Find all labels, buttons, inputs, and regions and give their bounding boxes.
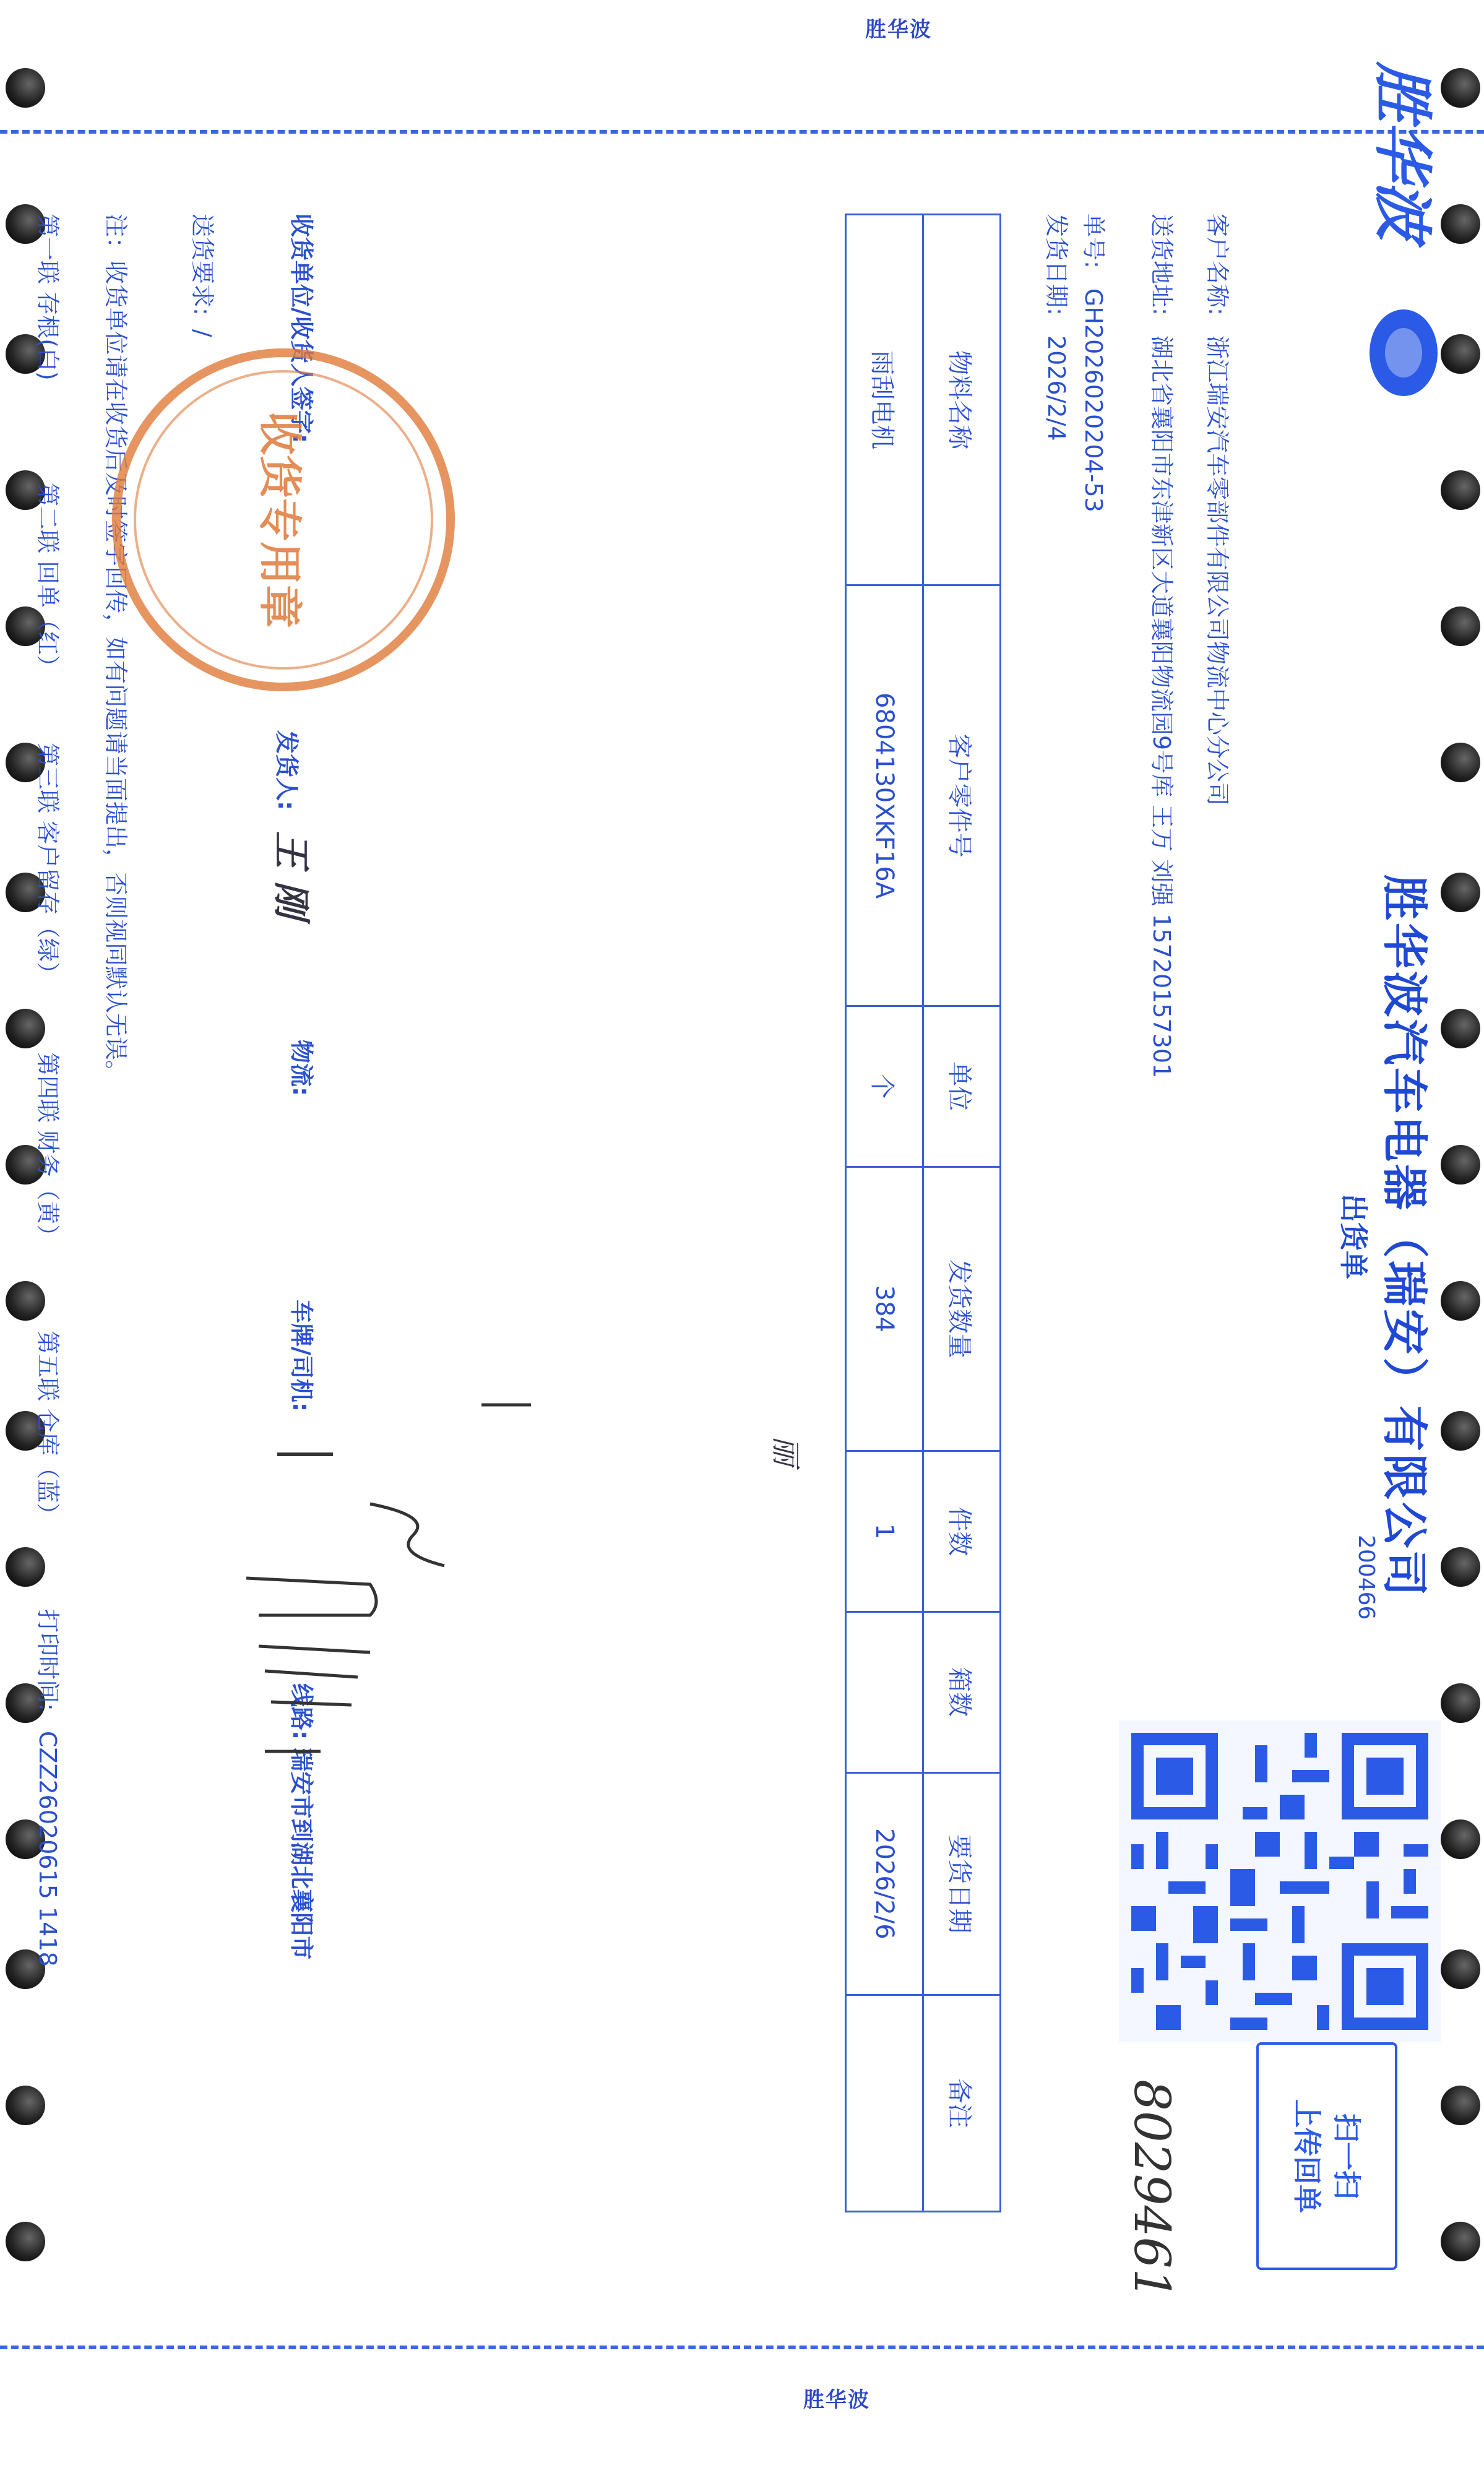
qr-code [1119,1720,1441,2042]
col-header-quantity: 发货数量 [923,1167,1001,1451]
document-title: 出货单 [1337,1194,1370,1279]
customer-value: 浙江瑞安汽车零部件有限公司物流中心分公司 [1204,335,1231,806]
order-number-field [1079,214,1113,512]
sender-signature: 王 刚 [269,831,313,918]
sender-label: 发货人: [273,730,300,811]
document-code: 200466 [1353,1535,1379,1620]
scan-label-line2: 上传回单 [1290,2099,1324,2213]
col-header-boxes: 箱数 [923,1612,1001,1772]
col-header-pieces: 件数 [923,1451,1001,1612]
copy-5-label: 第五联 仓库（蓝） [34,1331,61,1527]
handwritten-serial-number: 8029461 [1123,2079,1181,2300]
table-row [846,215,923,2212]
col-header-material: 物料名称 [923,215,1001,585]
items-table [845,214,1001,2212]
address-field [1147,214,1181,1078]
cell-remarks [846,1995,923,2212]
logistics-label: 物流: [288,1040,315,1097]
handwritten-mark: 丽 [768,1436,803,1466]
cell-unit: 个 [846,1006,923,1167]
receipt-note: 注：收货单位请在收货后及时签字回传，如有问题请当面提出，否则视同默认无误。 [102,214,129,1084]
scan-label-line1: 扫一扫 [1330,2113,1364,2199]
cell-required-date: 2026/2/6 [846,1772,923,1995]
delivery-requirement-field [188,214,222,337]
print-time-code: CZZ26020615 1418 [34,1730,61,1967]
stamp-text: 收货专用章 [256,412,304,628]
copy-2-label: 第二联 回单（红） [34,483,61,679]
cell-part-number: 6804130XKF16A [846,585,923,1006]
address-label: 送货地址: [1148,214,1175,316]
route-label: 线路: 瑞安市到湖北襄阳市 [288,1683,315,1960]
cell-pieces: 1 [846,1451,923,1612]
col-header-unit: 单位 [923,1006,1001,1167]
cell-quantity: 384 [846,1167,923,1451]
edge-brand-right: 胜华波 [803,2388,870,2412]
cell-material: 雨刮电机 [846,215,923,585]
logo-text: 胜华波 [1369,62,1435,240]
ship-date-label: 发货日期: [1043,214,1070,316]
receiving-stamp [98,334,469,706]
delivery-requirement-label: 送货要求: [189,214,216,316]
customer-label: 客户名称: [1204,214,1231,316]
ship-date-field [1042,214,1076,441]
perforation-left [0,130,1484,134]
col-header-required-date: 要货日期 [923,1772,1001,1995]
print-time-label: 打印时间: [34,1609,61,1711]
table-header-row [923,215,1001,2212]
ship-date-value: 2026/2/4 [1043,335,1070,441]
receiver-signature-label: 收货单位/收货人签字: [288,214,315,444]
col-header-part-number: 客户零件号 [923,585,1001,1006]
copy-1-label: 第一联 存根(白) [34,214,61,381]
order-number-value: GH2026020204-53 [1080,288,1107,512]
sender-field [267,730,321,918]
edge-brand-left: 胜华波 [865,17,932,42]
col-header-remarks: 备注 [923,1995,1001,2212]
print-time-field [33,1609,67,1967]
order-number-label: 单号: [1080,214,1107,269]
address-value: 湖北省襄阳市东津新区大道襄阳物流园9号库 王万 刘强 15720157301 [1148,335,1175,1079]
customer-field [1202,214,1236,806]
handwritten-scribbles [234,1380,556,1813]
copy-4-label: 第四联 财务（黄） [34,1052,61,1248]
company-name: 胜华波汽车电器（瑞安）有限公司 [1378,874,1431,1599]
perforation-right [0,2346,1484,2349]
delivery-requirement-value: / [189,329,216,337]
cell-boxes [846,1612,923,1772]
scan-upload-label [1256,2042,1397,2270]
copy-3-label: 第三联 客户留存（绿） [34,743,61,986]
vehicle-driver-label: 车牌/司机: [288,1300,315,1412]
